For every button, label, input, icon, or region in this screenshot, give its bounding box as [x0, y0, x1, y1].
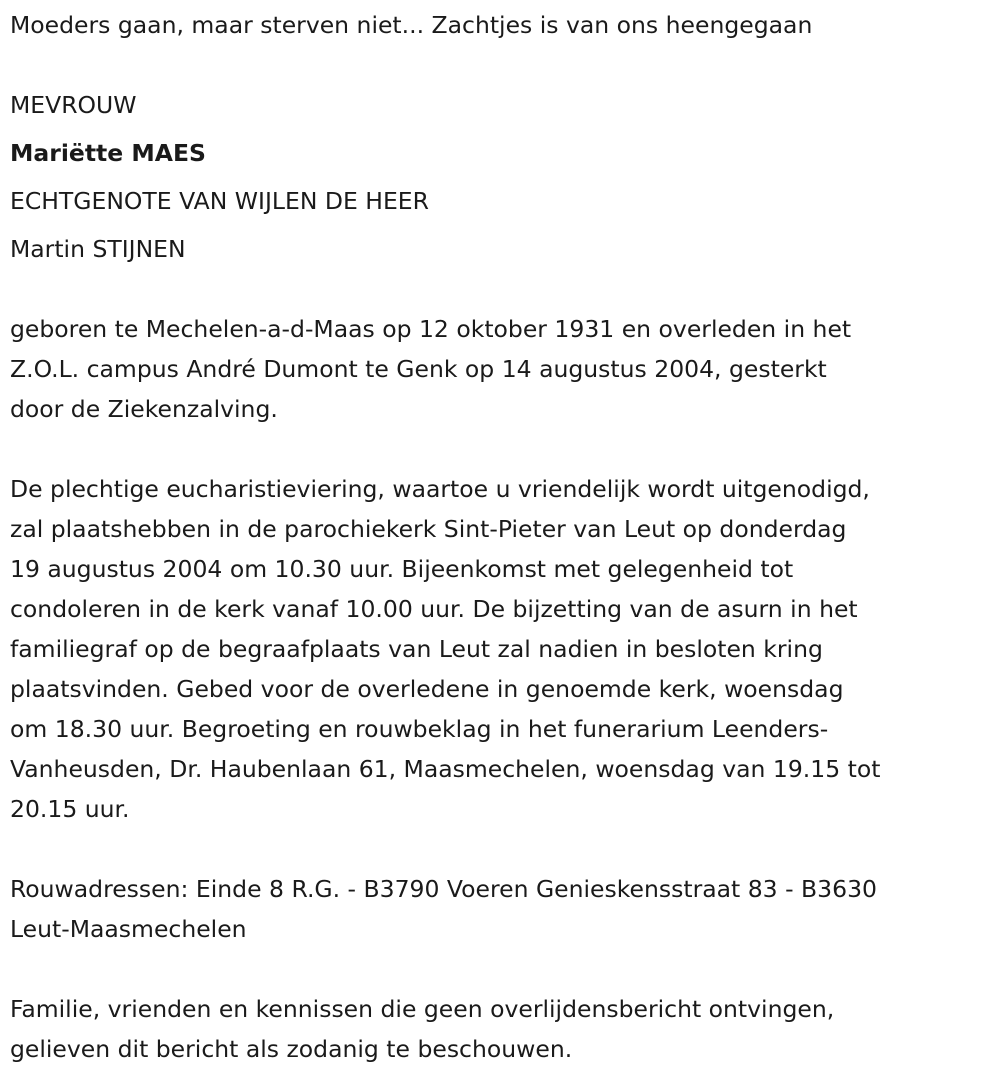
text-line: De plechtige eucharistieviering, waartoe u vriendelijk wordt uitgenodigd, — [10, 475, 870, 503]
text-line: Rouwadressen: Einde 8 R.G. - B3790 Voeren Genieskensstraat 83 - B3630 — [10, 875, 877, 903]
address-paragraph — [10, 869, 990, 949]
text-line: 20.15 uur. — [10, 795, 130, 823]
text-line: familiegraf op de begraafplaats van Leut zal nadien in besloten kring — [10, 635, 823, 663]
title: MEVROUW — [10, 91, 137, 119]
closing-paragraph — [10, 989, 990, 1069]
deceased-name: Mariëtte MAES — [10, 139, 206, 167]
text-line: condoleren in de kerk vanaf 10.00 uur. De bijzetting van de asurn in het — [10, 595, 858, 623]
ceremony-paragraph — [10, 469, 990, 829]
text-line: geboren te Mechelen-a-d-Maas op 12 oktober 1931 en overleden in het — [10, 315, 852, 343]
text-line: Z.O.L. campus André Dumont te Genk op 14 augustus 2004, gesterkt — [10, 355, 827, 383]
text-line: Leut-Maasmechelen — [10, 915, 247, 943]
text-line: om 18.30 uur. Begroeting en rouwbeklag in het funerarium Leenders- — [10, 715, 829, 743]
opening-line: Moeders gaan, maar sterven niet... Zachtjes is van ons heengegaan — [10, 11, 813, 39]
text-line: 19 augustus 2004 om 10.30 uur. Bijeenkomst met gelegenheid tot — [10, 555, 794, 583]
text-line: zal plaatshebben in de parochiekerk Sint-Pieter van Leut op donderdag — [10, 515, 847, 543]
spouse-name: Martin STIJNEN — [10, 235, 186, 263]
text-line: plaatsvinden. Gebed voor de overledene in genoemde kerk, woensdag — [10, 675, 844, 703]
relation: ECHTGENOTE VAN WIJLEN DE HEER — [10, 187, 429, 215]
text-line: Familie, vrienden en kennissen die geen overlijdensbericht ontvingen, — [10, 995, 835, 1023]
text-line: door de Ziekenzalving. — [10, 395, 278, 423]
text-line: Vanheusden, Dr. Haubenlaan 61, Maasmechelen, woensdag van 19.15 tot — [10, 755, 881, 783]
text-line: gelieven dit bericht als zodanig te beschouwen. — [10, 1035, 573, 1063]
birth-paragraph — [10, 309, 990, 429]
